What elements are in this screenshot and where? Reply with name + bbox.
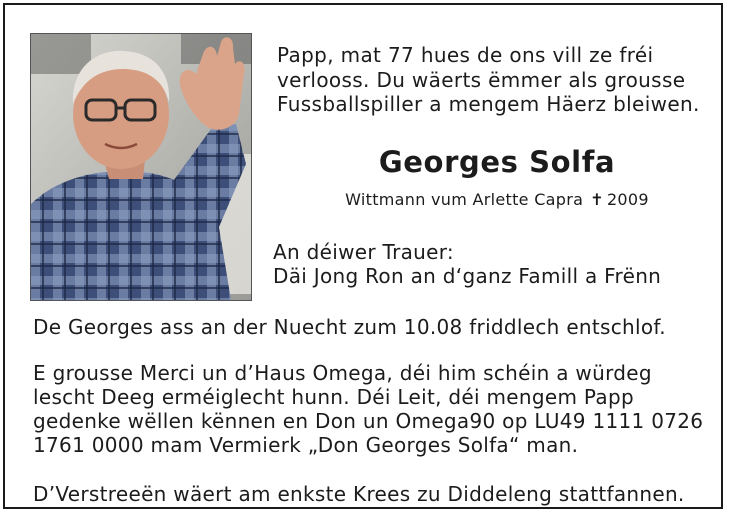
cross-icon: ✝: [590, 190, 604, 209]
intro-text: Papp, mat 77 hues de ons vill ze fréi verlooss. Du wäerts ëmmer als grousse Fussballspiller a mengem Häerz bleiwen.: [277, 43, 700, 116]
obituary-card: [3, 3, 723, 509]
portrait-photo: [30, 33, 252, 301]
widow-text: Wittmann vum Arlette Capra: [345, 190, 584, 209]
deceased-name: Georges Solfa: [378, 145, 616, 179]
thanks-paragraph: E grousse Merci un d’Haus Omega, déi him schéin a würdeg lescht Deeg erméiglecht hunn. Déi Leit, déi mengem Papp gedenke wëllen kënnen en Don un Omega90 op LU49 1111 0726 1761 0000 mam Vermierk „Don Georges Solfa“ man.: [33, 361, 704, 457]
mourners-text: An déiwer Trauer: Däi Jong Ron an d‘ganz Famill a Frënn: [273, 240, 662, 288]
widow-line: [277, 190, 717, 209]
funeral-paragraph: D’Verstreeën wäert am enkste Krees zu Diddeleng stattfannen.: [33, 482, 685, 506]
widow-year: 2009: [606, 190, 649, 209]
death-notice-paragraph: De Georges ass an der Nuecht zum 10.08 friddlech entschlof.: [33, 315, 666, 339]
